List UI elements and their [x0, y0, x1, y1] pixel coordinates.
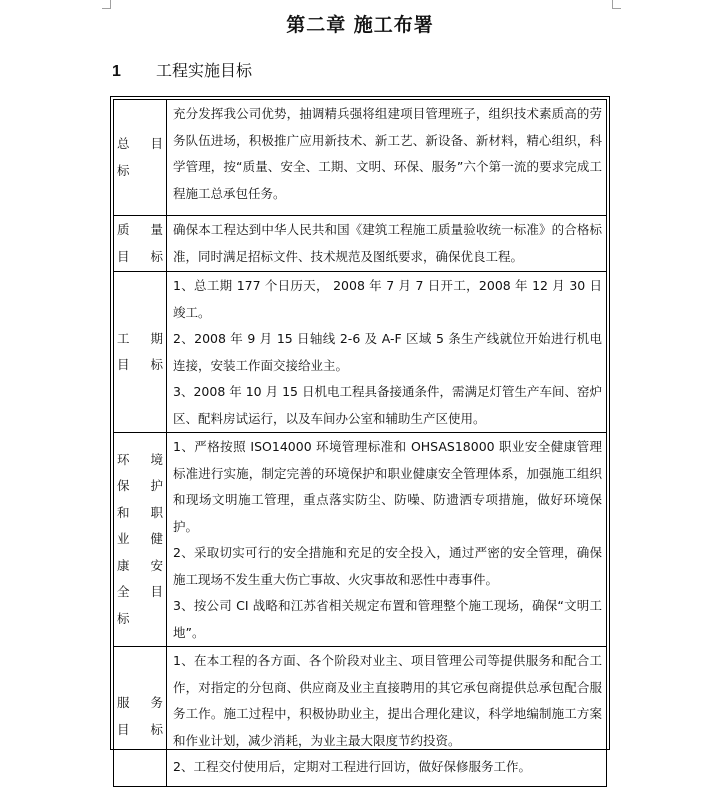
- row-label-line: 目标: [117, 248, 163, 264]
- row-label-line: 服 务: [117, 695, 163, 710]
- row-label-line: 标: [117, 610, 130, 626]
- row-content-cell: [167, 100, 607, 216]
- row-content-cell: [167, 216, 607, 272]
- row-paragraph: 确保本工程达到中华人民共和国《建筑工程施工质量验收统一标准》的合格标准，同时满足招标文件、技术规范及图纸要求，确保优良工程。: [173, 222, 602, 264]
- section-heading: [112, 58, 252, 81]
- row-label-line: 工 期: [117, 330, 163, 346]
- row-paragraph: 1、严格按照 ISO14000 环境管理标准和 OHSAS18000 职业安全健康管理标准进行实施，制定完善的环境保护和职业健康安全管理体系，加强施工组织和现场文明施工管理，重点落实防尘、防噪、防遗洒专项措施，做好环境保护。: [173, 439, 602, 534]
- row-label-cell: [114, 433, 167, 647]
- row-label-cell: [114, 216, 167, 272]
- table-row: [114, 100, 607, 216]
- row-paragraph: 3、按公司 CI 战略和江苏省相关规定布置和管理整个施工现场，确保“文明工地”。: [173, 598, 602, 640]
- section-title: 工程实施目标: [156, 61, 253, 80]
- row-paragraph: 2、采取切实可行的安全措施和充足的安全投入，通过严密的安全管理，确保施工现场不发生重大伤亡事故、火灾事故和恶性中毒事件。: [173, 545, 602, 587]
- row-content-cell: [167, 647, 607, 787]
- row-label-line: 目 标: [117, 721, 163, 737]
- goals-table-frame: [110, 96, 610, 774]
- table-row: [114, 647, 607, 787]
- row-content-cell: [167, 433, 607, 647]
- row-label-line: 环 境: [117, 451, 163, 467]
- row-paragraph: 2、2008 年 9 月 15 日轴线 2-6 及 A-F 区域 5 条生产线就位开始进行机电连接，安装工作面交接给业主。: [173, 331, 602, 373]
- table-row: [114, 272, 607, 433]
- row-content-cell: [167, 272, 607, 433]
- row-paragraph: 2、工程交付使用后，定期对工程进行回访，做好保修服务工作。: [173, 759, 531, 774]
- row-label-line: 和 职: [117, 504, 163, 520]
- row-label-line: 标: [117, 162, 130, 178]
- row-paragraph: 充分发挥我公司优势，抽调精兵强将组建项目管理班子，组织技术素质高的劳务队伍进场，积极推广应用新技术、新工艺、新设备、新材料，精心组织，科学管理，按“质量、安全、工期、文明、环保、服务”六个第一流的要求完成工程施工总承包任务。: [173, 106, 602, 201]
- page-corner-mark-right: [612, 0, 621, 9]
- row-paragraph: 3、2008 年 10 月 15 日机电工程具备接通条件，需满足灯管生产车间、窑炉区、配料房试运行，以及车间办公室和辅助生产区使用。: [173, 384, 602, 426]
- row-paragraph: 1、总工期 177 个日历天， 2008 年 7 月 7 日开工，2008 年 12 月 30 日竣工。: [173, 278, 602, 320]
- table-row: [114, 216, 607, 272]
- row-paragraph: 1、在本工程的各方面、各个阶段对业主、项目管理公司等提供服务和配合工作，对指定的分包商、供应商及业主直接聘用的其它承包商提供总承包配合服务工作。施工过程中，积极协助业主，提出合理化建议，科学地编制施工方案和作业计划，减少消耗，为业主最大限度节约投资。: [173, 653, 602, 748]
- row-label-cell: [114, 100, 167, 216]
- section-number: 1: [112, 63, 121, 80]
- row-label-line: 总 目: [117, 136, 163, 151]
- goals-table: [113, 99, 607, 787]
- table-row: [114, 433, 607, 647]
- row-label-line: 保 护: [117, 478, 163, 494]
- row-label-cell: [114, 272, 167, 433]
- row-label-line: 康 安: [117, 557, 163, 573]
- page-corner-mark-left: [102, 0, 111, 9]
- chapter-title: 第二章 施工布署: [286, 14, 434, 36]
- row-label-line: 业 健: [117, 531, 163, 547]
- row-label-cell: [114, 647, 167, 787]
- row-label-line: 全 目: [117, 584, 163, 600]
- row-label-line: 目 标: [117, 357, 163, 372]
- row-label-line: 质 量: [117, 222, 163, 237]
